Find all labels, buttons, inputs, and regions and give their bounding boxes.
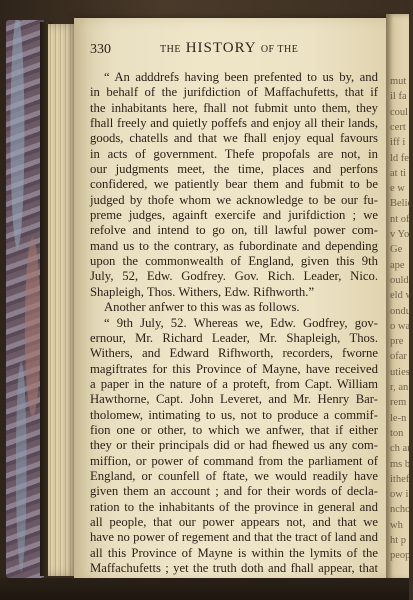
facing-page-text-fragment: pre: [390, 336, 404, 348]
running-title-prefix: THE: [160, 44, 181, 55]
facing-page-text-fragment: nt of: [390, 213, 410, 225]
facing-page-text-fragment: r, an: [390, 382, 409, 393]
text-line: our judgments meet, the time, places and perfons: [90, 162, 378, 177]
facing-page-edge: [386, 14, 413, 580]
text-line: confidered, we patiently bear them and fubmit to be: [90, 177, 378, 192]
text-line: mand us to the contrary, as fubordinate and depending: [90, 238, 378, 253]
facing-page-text-fragment: Belie: [390, 198, 413, 210]
text-line: Withers, and Edward Rifhworth, recorders, fworne: [90, 346, 378, 361]
running-title-suffix: OF THE: [260, 44, 299, 55]
text-line: all people, that our power appears not, and that we: [90, 514, 378, 529]
table-shadow: [0, 578, 409, 600]
marbled-cover-board: [6, 20, 44, 578]
facing-page-text-fragment: ow i: [390, 489, 409, 501]
text-line: given them an account ; and for their words of decla-: [90, 484, 378, 499]
text-line: goods, chatells and that we fhall enjoy equal favours: [90, 131, 378, 146]
facing-page-text-fragment: ofar: [390, 351, 407, 363]
text-line: ration to the inhabitants of the province in general and: [90, 499, 378, 514]
facing-page-text-fragment: at ti: [390, 167, 407, 179]
facing-page-text-fragment: peop: [390, 550, 411, 562]
facing-page-text-fragment: iff i: [390, 137, 406, 149]
facing-page-text-fragment: ould: [390, 274, 409, 286]
page-header: [90, 38, 370, 60]
facing-page-text-fragment: ld fe: [390, 152, 409, 164]
facing-page-text-fragment: rem: [390, 397, 407, 409]
facing-page-text-fragment: wh: [390, 519, 403, 531]
text-line: preme judges, againft exercife and jurifdiction ; we: [90, 208, 378, 223]
text-line: all this Province of Mayne is within the lymits of the: [90, 545, 378, 560]
facing-page-text-fragment: ms b: [390, 458, 411, 470]
facing-page-text-fragment: ton: [390, 427, 404, 439]
running-title-main: HISTORY: [185, 40, 257, 56]
text-line: “ An adddrefs having been prefented to us by, and: [104, 70, 378, 84]
text-line: a paper in the nature of a proteft, from Capt. William: [90, 376, 378, 391]
running-title: [160, 40, 298, 57]
text-line: July, 52, Edw. Godfrey. Gov. Rich. Leader, Nico.: [90, 269, 378, 284]
facing-page-text-fragment: coul: [390, 106, 409, 118]
facing-page-text-fragment: ch an: [390, 443, 413, 455]
text-line: “ 9th July, 52. Whereas we, Edw. Godfrey, gov-: [104, 315, 378, 330]
text-line: magiftrates for this Province of Mayne, have received: [90, 361, 378, 376]
body-text: [90, 70, 378, 592]
text-line: they or their principals did or had fhewed us any com-: [90, 438, 378, 453]
text-line: judged by thofe whom we acknowledge to be our fu-: [90, 192, 378, 207]
facing-page-text-fragment: mut: [390, 76, 407, 87]
facing-page-text-fragment: il fa: [390, 91, 407, 103]
facing-page-text-fragment: le-n: [390, 412, 407, 424]
text-line: tholomew, intimating to us, not to produce a commif-: [90, 407, 378, 422]
text-line: Shapleigh, Thos. Withers, Edw. Rifhworth.”: [90, 284, 315, 299]
text-line: England, or counfell of ftate, we would readily have: [90, 468, 378, 483]
facing-page-text-fragment: ncho: [390, 504, 411, 516]
text-line: in acts of government. Thefe propofals are not, in: [90, 146, 378, 161]
page-number: 330: [90, 42, 111, 57]
text-line: Another anfwer to this was as follows.: [104, 300, 300, 315]
facing-page-text-fragment: eld w: [390, 290, 413, 302]
text-line: miffion, or power of command from the parliament of: [90, 453, 378, 468]
text-line: Hawthorne, Capt. John Leveret, and Mr. Henry Bar-: [90, 392, 378, 407]
facing-page-text-fragment: ondu: [390, 305, 411, 317]
text-line: fion one or other, to which we anfwer, that if either: [90, 422, 378, 437]
text-line: in behalf of the jurifdiction of Maffachufetts, that if: [90, 85, 378, 100]
facing-page-text-fragment: cert: [390, 121, 406, 133]
text-line: the inhabitants here, fhall not fubmit unto them, they: [90, 100, 378, 115]
facing-page-text-fragment: ithef: [390, 473, 410, 485]
facing-page-text-fragment: ht p: [390, 535, 407, 546]
text-line: have no power of regement and that the tract of land and: [90, 530, 378, 545]
text-line: Maffachufetts ; yet the truth doth and fhall appear, that: [90, 561, 378, 575]
facing-page-text-fragment: Ge: [390, 244, 403, 256]
text-line: upon the commonwealth of England, given this 9th: [90, 254, 378, 269]
text-line: fhall freely and quietly poffefs and enjoy all their lands,: [90, 116, 378, 131]
facing-page-text-fragment: uties: [390, 366, 410, 378]
facing-page-text-fragment: e w: [390, 183, 405, 195]
text-line: ernour, Mr. Richard Leader, Mr. Shapleigh, Thos.: [90, 330, 378, 345]
facing-page-text-fragment: v Yor: [390, 229, 413, 240]
facing-page-text-fragment: o wa: [390, 320, 411, 332]
text-line: refolve and intend to go on, till lawful power com-: [90, 223, 378, 238]
facing-page-text-fragment: ape: [390, 259, 405, 271]
